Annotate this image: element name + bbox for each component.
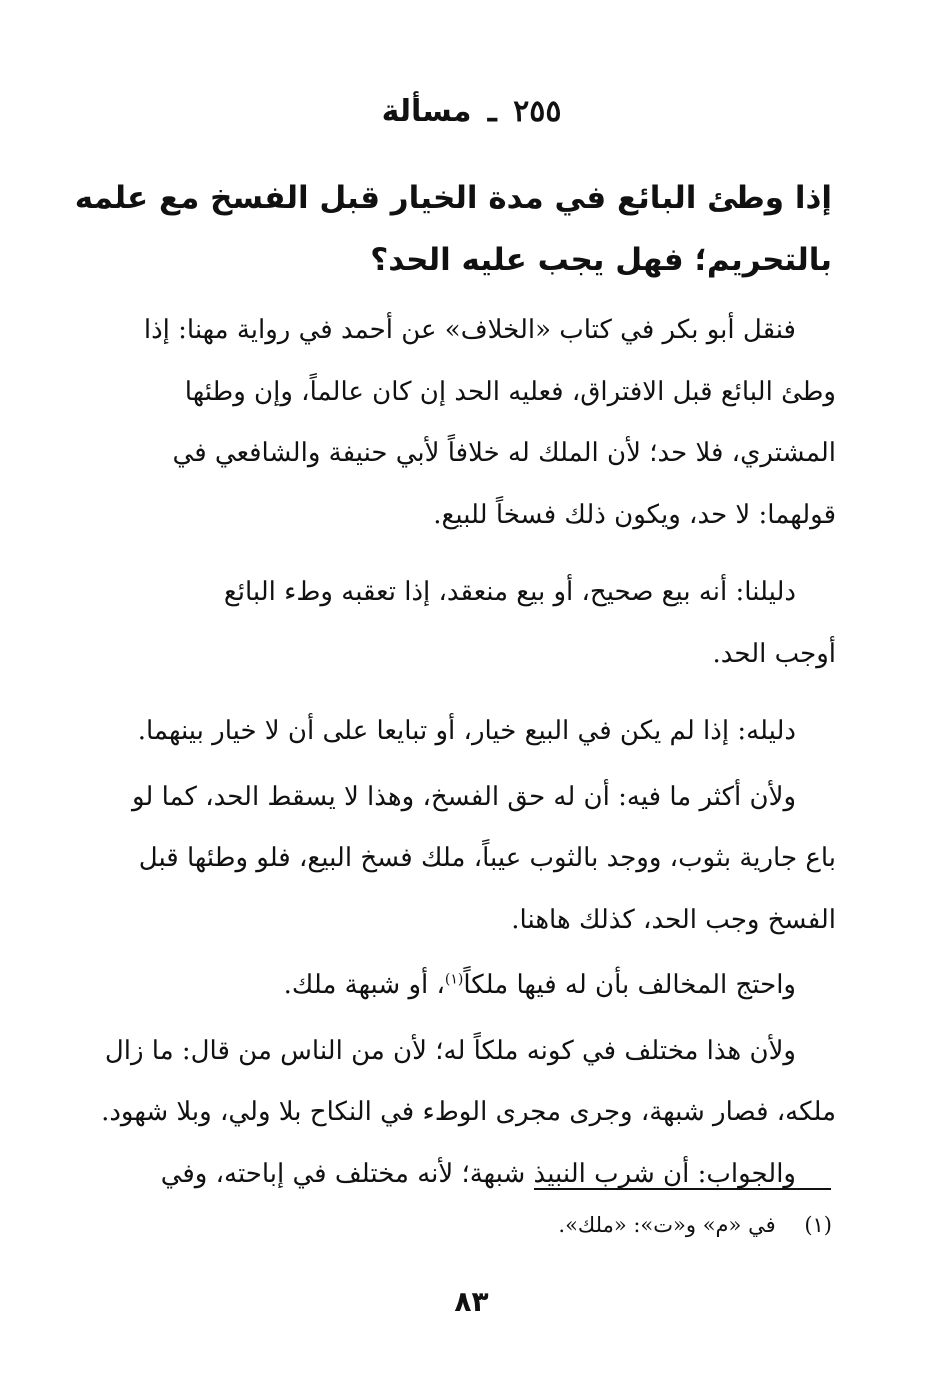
text-line: ولأن أكثر ما فيه: أن له حق الفسخ، وهذا لا يسقط الحد، كما لو xyxy=(131,781,796,812)
paragraph-2 xyxy=(118,562,836,685)
footnote xyxy=(300,1205,832,1245)
text-line: المشتري، فلا حد؛ لأن الملك له خلافاً لأبي حنيفة والشافعي في xyxy=(172,438,836,468)
paragraph-gap xyxy=(118,685,836,701)
paragraph-7 xyxy=(118,1144,836,1206)
text-line: قولهما: لا حد، ويكون ذلك فسخاً للبيع. xyxy=(433,499,836,530)
text-line: باع جارية بثوب، ووجد بالثوب عيباً، ملك فسخ البيع، فلو وطئها قبل xyxy=(138,843,836,873)
text-line: ملكه، فصار شبهة، وجرى مجرى الوطء في النكاح بلا ولي، وبلا شهود. xyxy=(101,1097,836,1127)
text-line: فنقل أبو بكر في كتاب «الخلاف» عن أحمد في رواية مهنا: إذا xyxy=(143,315,796,345)
text-line xyxy=(118,955,836,1017)
text-segment: واحتج المخالف بأن له فيها ملكاً xyxy=(463,970,796,1000)
paragraph-3 xyxy=(118,701,836,763)
paragraph-5 xyxy=(118,955,836,1017)
text-line: ولأن هذا مختلف في كونه ملكاً له؛ لأن من الناس من قال: ما زال xyxy=(104,1035,796,1066)
text-line: دليله: إذا لم يكن في البيع خيار، أو تبايعا على أن لا خيار بينهما. xyxy=(137,716,796,746)
heading-line-1: إذا وطئ البائع في مدة الخيار قبل الفسخ مع علمه xyxy=(74,180,832,216)
footnote-reference: (١) xyxy=(444,971,464,988)
text-line: الفسخ وجب الحد، كذلك هاهنا. xyxy=(511,904,836,935)
text-line: دليلنا: أنه بيع صحيح، أو بيع منعقد، إذا تعقبه وطء البائع xyxy=(223,577,796,607)
paragraph-1 xyxy=(118,300,836,546)
masala-word: مسألة xyxy=(381,94,472,129)
masala-heading xyxy=(74,168,832,291)
footnote-number: (١) xyxy=(804,1213,832,1237)
text-line: والجواب: أن شرب النبيذ شبهة؛ لأنه مختلف في إباحته، وفي xyxy=(160,1158,796,1189)
heading-line-2: بالتحريم؛ فهل يجب عليه الحد؟ xyxy=(370,241,832,278)
header-separator: ـ xyxy=(487,94,497,129)
masala-header xyxy=(0,92,943,132)
masala-number: ٢٥٥ xyxy=(513,94,562,129)
text-line: وطئ البائع قبل الافتراق، فعليه الحد إن كان عالماً، وإن وطئها xyxy=(184,376,836,407)
footnote-divider xyxy=(534,1188,831,1190)
page-number: ٨٣ xyxy=(454,1285,489,1318)
body-text xyxy=(101,300,836,1205)
text-segment: ، أو شبهة ملك. xyxy=(283,970,445,1000)
footnote-text: في «م» و«ت»: «ملك». xyxy=(558,1213,776,1237)
paragraph-4 xyxy=(118,767,836,952)
paragraph-6 xyxy=(101,1021,836,1144)
paragraph-gap xyxy=(118,546,836,562)
text-line: أوجب الحد. xyxy=(712,638,836,669)
